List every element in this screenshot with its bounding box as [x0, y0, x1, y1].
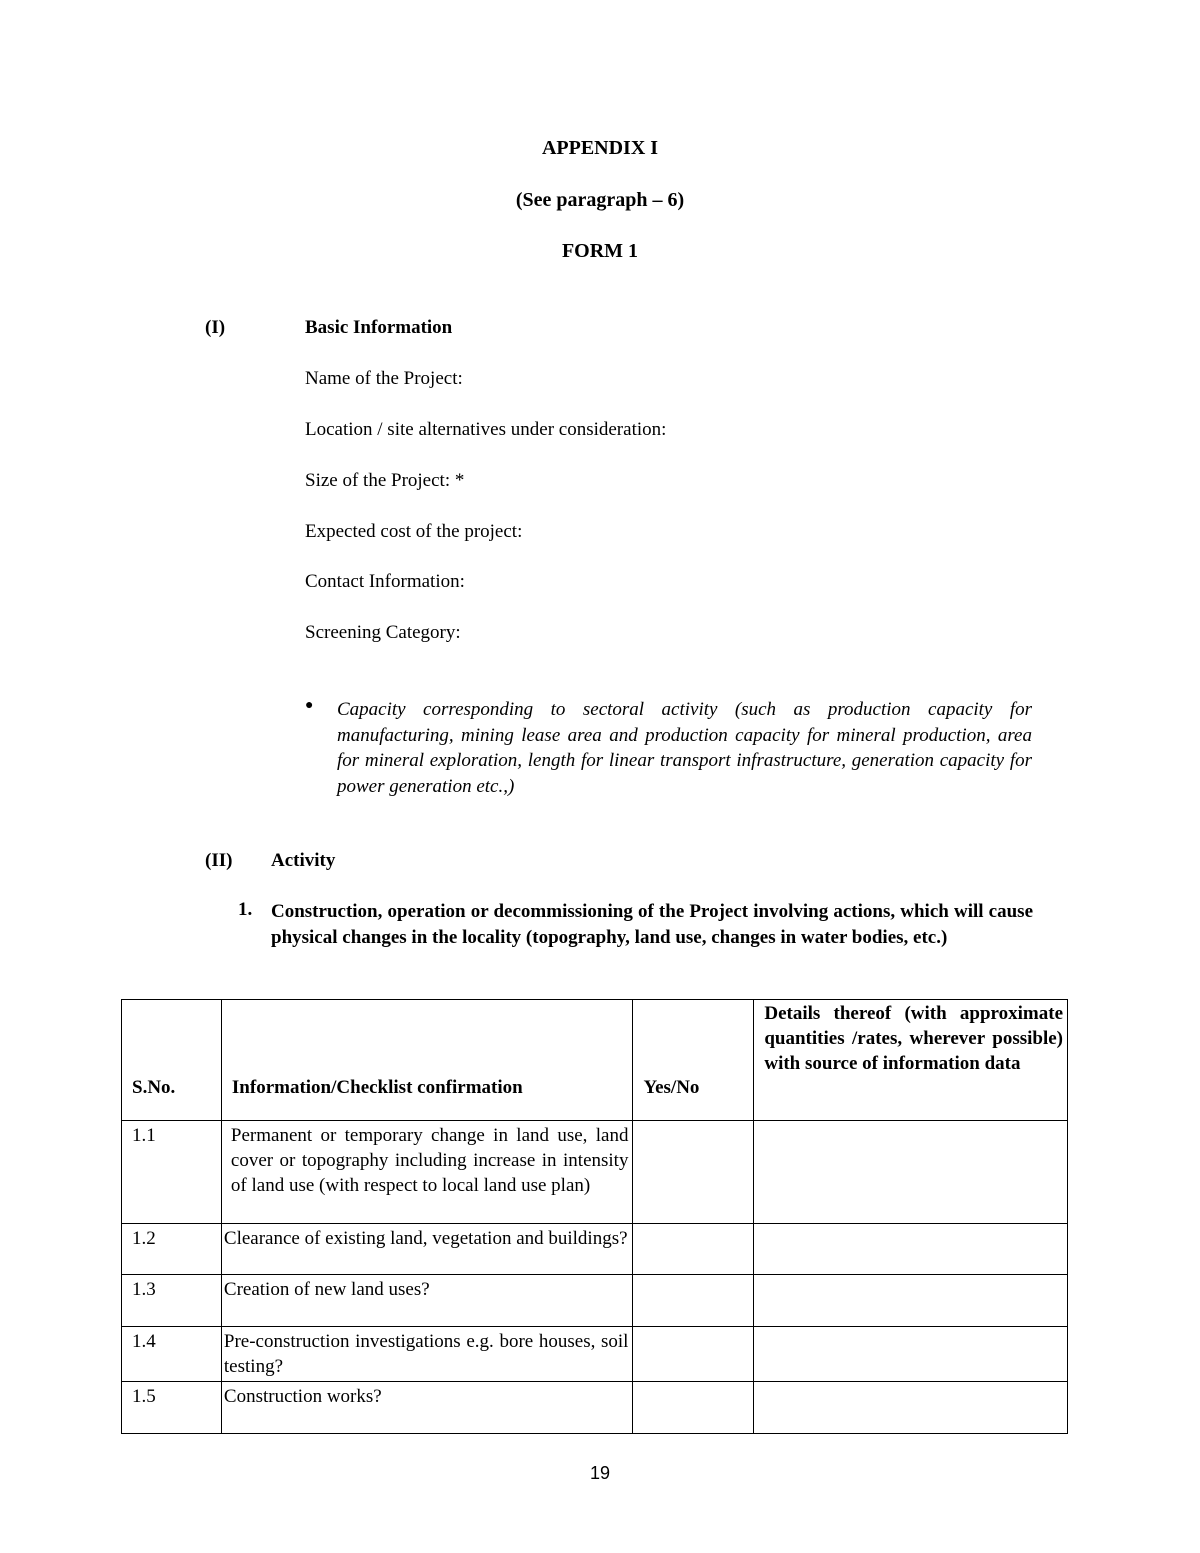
- row-text: Construction works?: [221, 1382, 633, 1434]
- header-details: Details thereof (with approximate quantities /rates, wherever possible) with source of information data: [754, 1000, 1068, 1121]
- header-sno: S.No.: [122, 1000, 222, 1121]
- table-row: [122, 1382, 1068, 1434]
- row-sno: 1.1: [122, 1121, 222, 1224]
- row-details[interactable]: [754, 1224, 1068, 1275]
- activity-item-number: 1.: [238, 899, 253, 920]
- row-yesno[interactable]: [633, 1327, 754, 1382]
- table-row: [122, 1327, 1068, 1382]
- row-text: Pre-construction investigations e.g. bore houses, soil testing?: [221, 1327, 633, 1382]
- row-yesno[interactable]: [633, 1382, 754, 1434]
- table-row: [122, 1224, 1068, 1275]
- capacity-note: Capacity corresponding to sectoral activity (such as production capacity for manufacturing, mining lease area and production capacity for mineral production, area for mineral exploration, length for linear transport infrastructure, generation capacity for power generation etc.,): [337, 699, 1032, 797]
- page-number: 19: [589, 1463, 611, 1483]
- field-contact: Contact Information:: [305, 571, 465, 592]
- field-cost: Expected cost of the project:: [305, 521, 523, 542]
- header-info: Information/Checklist confirmation: [221, 1000, 633, 1121]
- field-location: Location / site alternatives under consideration:: [305, 419, 667, 440]
- row-details[interactable]: [754, 1275, 1068, 1327]
- row-sno: 1.4: [122, 1327, 222, 1382]
- row-sno: 1.2: [122, 1224, 222, 1275]
- row-text: Creation of new land uses?: [221, 1275, 633, 1327]
- row-sno: 1.3: [122, 1275, 222, 1327]
- field-size: Size of the Project: *: [305, 470, 465, 491]
- section-ii-number: (II): [205, 850, 233, 871]
- field-project-name: Name of the Project:: [305, 368, 463, 389]
- header-yesno: Yes/No: [633, 1000, 754, 1121]
- table-row: [122, 1121, 1068, 1224]
- section-i-heading: Basic Information: [305, 317, 453, 338]
- checklist-table: [121, 999, 1068, 1434]
- section-i-number: (I): [205, 317, 226, 338]
- table-header-row: [122, 1000, 1068, 1121]
- form-title: FORM 1: [561, 240, 639, 262]
- row-details[interactable]: [754, 1382, 1068, 1434]
- field-screening: Screening Category:: [305, 622, 461, 643]
- section-ii-heading: Activity: [271, 850, 336, 871]
- row-yesno[interactable]: [633, 1224, 754, 1275]
- row-text: Clearance of existing land, vegetation and buildings?: [221, 1224, 633, 1275]
- row-yesno[interactable]: [633, 1121, 754, 1224]
- see-paragraph: (See paragraph – 6): [515, 189, 685, 211]
- row-yesno[interactable]: [633, 1275, 754, 1327]
- row-sno: 1.5: [122, 1382, 222, 1434]
- row-details[interactable]: [754, 1121, 1068, 1224]
- row-details[interactable]: [754, 1327, 1068, 1382]
- bullet-icon: ●: [305, 698, 314, 713]
- row-text: Permanent or temporary change in land use, land cover or topography including increase in intensity of land use (with respect to local land use plan): [221, 1121, 633, 1224]
- appendix-title: APPENDIX I: [541, 137, 659, 159]
- activity-item-text: Construction, operation or decommissioning of the Project involving actions, which will cause physical changes in the locality (topography, land use, changes in water bodies, etc.): [271, 901, 1033, 948]
- table-row: [122, 1275, 1068, 1327]
